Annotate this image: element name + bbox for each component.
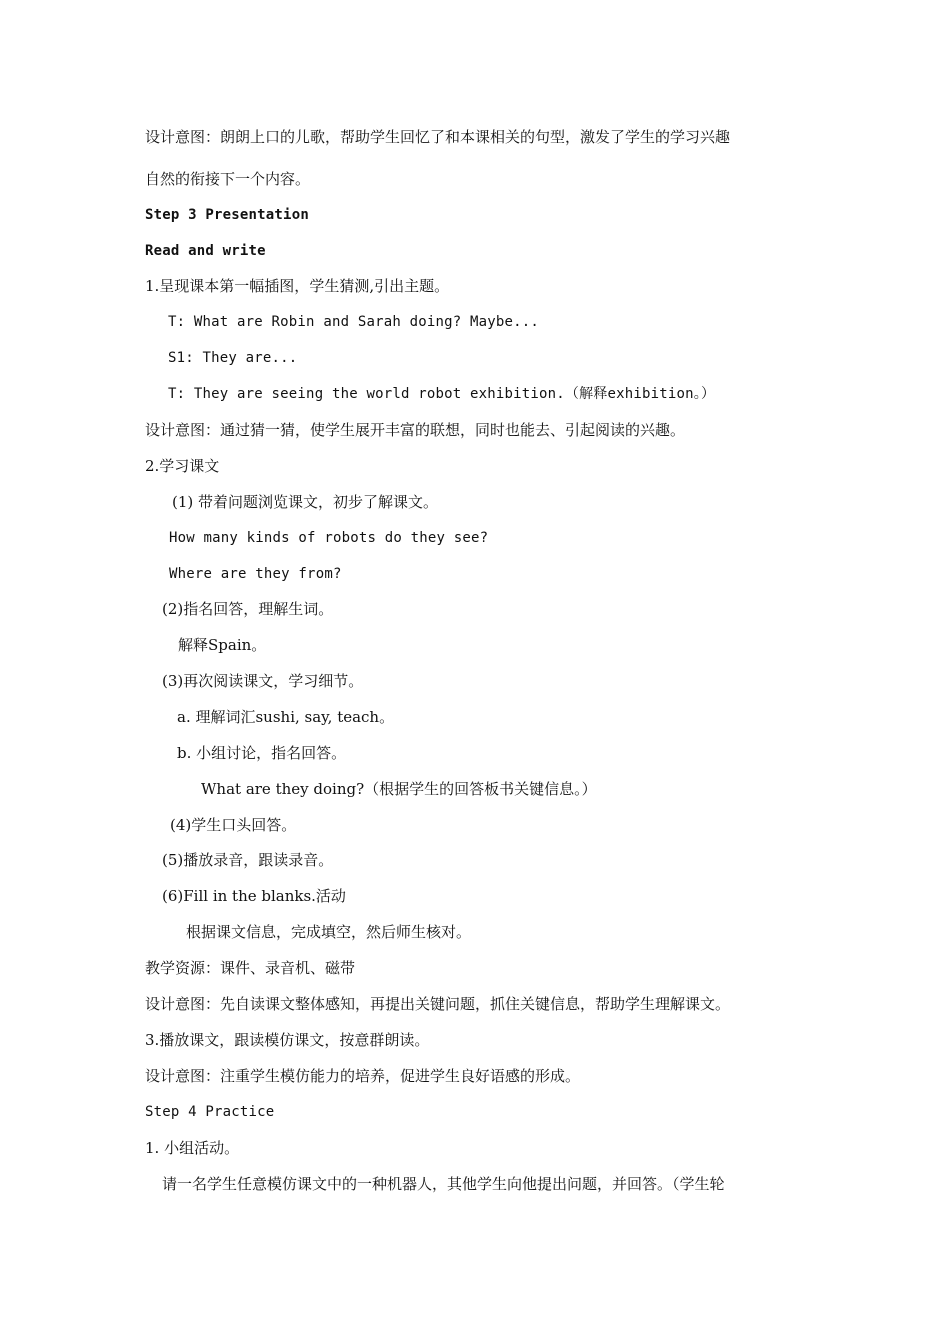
question-1: How many kinds of robots do they see? bbox=[169, 530, 489, 546]
design-intent-line-1: 设计意图：朗朗上口的儿歌，帮助学生回忆了和本课相关的句型，激发了学生的学习兴趣 bbox=[145, 128, 731, 146]
sub-item-5: (5)播放录音，跟读录音。 bbox=[162, 851, 334, 869]
item-1-line: 1.呈现课本第一幅插图，学生猜测,引出主题。 bbox=[145, 277, 450, 295]
item-2-heading: 2.学习课文 bbox=[145, 457, 220, 475]
dialogue-student-1: S1: They are... bbox=[168, 350, 298, 366]
sub-item-3b-detail: What are they doing?（根据学生的回答板书关键信息。） bbox=[201, 780, 597, 798]
dialogue-teacher-2: T: They are seeing the world robot exhibition.（解释exhibition。） bbox=[168, 386, 716, 402]
read-and-write-heading: Read and write bbox=[145, 243, 266, 259]
sub-item-3b: b. 小组讨论，指名回答。 bbox=[177, 744, 347, 762]
dialogue-teacher-1: T: What are Robin and Sarah doing? Maybe... bbox=[168, 314, 540, 330]
sub-item-2-detail: 解释Spain。 bbox=[178, 636, 267, 654]
teaching-resources: 教学资源：课件、录音机、磁带 bbox=[145, 959, 356, 977]
item-3-line: 3.播放课文，跟读模仿课文，按意群朗读。 bbox=[145, 1031, 430, 1049]
sub-item-6: (6)Fill in the blanks.活动 bbox=[162, 887, 346, 905]
sub-item-6-detail: 根据课文信息，完成填空，然后师生核对。 bbox=[186, 923, 472, 941]
design-intent-line-3: 设计意图：通过猜一猜，使学生展开丰富的联想，同时也能去、引起阅读的兴趣。 bbox=[145, 421, 686, 439]
sub-item-3a: a. 理解词汇sushi, say, teach。 bbox=[177, 708, 395, 726]
step-3-heading: Step 3 Presentation bbox=[145, 207, 309, 223]
design-intent-line-5: 设计意图：注重学生模仿能力的培养，促进学生良好语感的形成。 bbox=[145, 1067, 581, 1085]
design-intent-line-2: 自然的衔接下一个内容。 bbox=[145, 170, 311, 188]
practice-item-1-detail: 请一名学生任意模仿课文中的一种机器人，其他学生向他提出问题，并回答。（学生轮 bbox=[162, 1175, 725, 1193]
sub-item-1: (1) 带着问题浏览课文，初步了解课文。 bbox=[172, 493, 439, 511]
question-2: Where are they from? bbox=[169, 566, 342, 582]
sub-item-2: (2)指名回答，理解生词。 bbox=[162, 600, 334, 618]
sub-item-3: (3)再次阅读课文，学习细节。 bbox=[162, 672, 364, 690]
sub-item-4: (4)学生口头回答。 bbox=[170, 816, 297, 834]
design-intent-line-4: 设计意图：先自读课文整体感知，再提出关键问题，抓住关键信息，帮助学生理解课文。 bbox=[145, 995, 731, 1013]
step-4-heading: Step 4 Practice bbox=[145, 1104, 275, 1120]
practice-item-1: 1. 小组活动。 bbox=[145, 1139, 240, 1157]
